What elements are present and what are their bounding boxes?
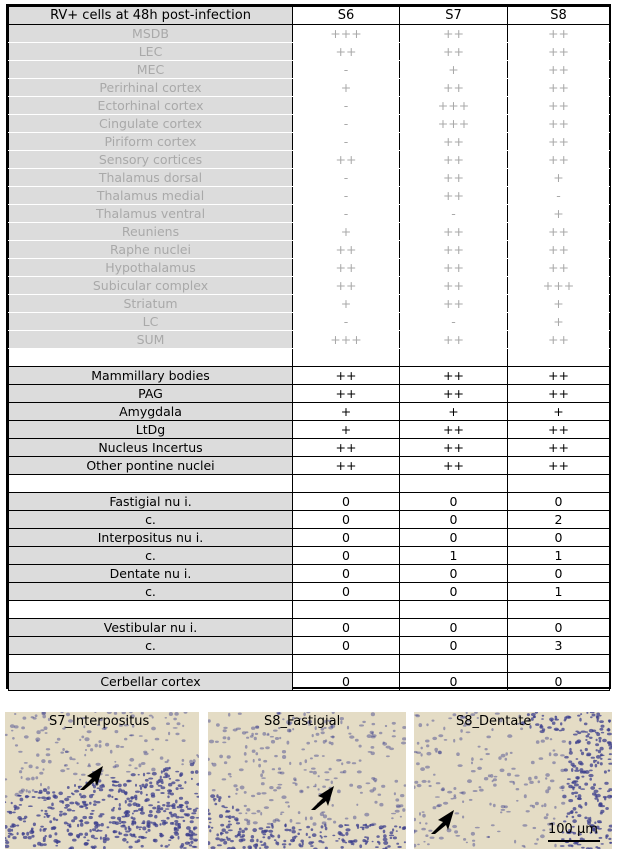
arrow-icon [77,764,105,792]
cell-value: ++ [400,133,508,151]
cell-value: 0 [400,529,508,547]
cell-value [508,475,610,493]
cell-value: ++ [400,151,508,169]
cell-value: 1 [508,547,610,565]
cell-value [400,475,508,493]
table-row [9,115,610,133]
row-label: Hypothalamus [9,259,293,277]
row-label: c. [9,583,293,601]
row-label [9,475,293,493]
row-label: c. [9,511,293,529]
cell-value [508,655,610,673]
cell-value: S7 [400,7,508,25]
row-label: Subicular complex [9,277,293,295]
cell-value [293,475,400,493]
table-row [9,331,610,349]
cell-value: 0 [293,565,400,583]
cell-value: 0 [508,529,610,547]
row-label: Ectorhinal cortex [9,97,293,115]
blank-row [9,601,610,619]
table-row [9,457,610,475]
cell-value: ++ [508,385,610,403]
cell-value [508,349,610,367]
panel-s8-dentate [414,712,612,849]
table-row [9,169,610,187]
table-header-row [9,7,610,25]
cell-value: ++ [400,439,508,457]
cell-value: 2 [508,511,610,529]
row-label: c. [9,547,293,565]
row-label: LEC [9,43,293,61]
cell-value: ++ [400,241,508,259]
cell-value: 0 [293,511,400,529]
cell-value: + [508,295,610,313]
cell-value: 0 [508,493,610,511]
arrow-icon [308,784,336,812]
scale-bar [548,840,600,842]
row-label: Raphe nuclei [9,241,293,259]
row-label: Nucleus Incertus [9,439,293,457]
row-label: Vestibular nu i. [9,619,293,637]
row-label: RV+ cells at 48h post-infection [9,7,293,25]
cell-value: ++ [400,223,508,241]
cell-value: +++ [293,25,400,43]
cell-value: ++ [508,97,610,115]
cell-value [293,349,400,367]
cell-value: 0 [400,511,508,529]
panel-label: S8_Fastigial [264,714,341,729]
cell-value: ++ [400,187,508,205]
cell-value: S6 [293,7,400,25]
arrow-icon [428,808,456,836]
cell-value [400,655,508,673]
row-label: Dentate nu i. [9,565,293,583]
blank-row [9,475,610,493]
cell-value: 1 [508,583,610,601]
cell-value: ++ [293,151,400,169]
row-label: Amygdala [9,403,293,421]
row-label: Thalamus medial [9,187,293,205]
row-label: LtDg [9,421,293,439]
row-label: Thalamus ventral [9,205,293,223]
cell-value: ++ [400,259,508,277]
row-label [9,349,293,367]
row-label: Mammillary bodies [9,367,293,385]
cell-value: ++ [508,421,610,439]
table-row [9,313,610,331]
cell-value: ++ [293,439,400,457]
results-table [8,6,610,691]
cell-value: ++ [508,43,610,61]
row-label: Reuniens [9,223,293,241]
panel-label: S7_Interpositus [49,714,150,729]
cell-value: 0 [293,529,400,547]
table-row [9,583,610,601]
cell-value: ++ [508,151,610,169]
cell-value: ++ [400,331,508,349]
cell-value: 0 [508,619,610,637]
cell-value: 0 [293,673,400,691]
row-label: Perirhinal cortex [9,79,293,97]
cell-value: + [293,79,400,97]
cell-value: 0 [400,493,508,511]
cell-value: ++ [508,79,610,97]
blank-row [9,349,610,367]
row-label: PAG [9,385,293,403]
row-label: MEC [9,61,293,79]
cell-value: ++ [293,277,400,295]
row-label: Thalamus dorsal [9,169,293,187]
panel-s8-fastigial [208,712,406,849]
cell-value: ++ [400,295,508,313]
results-table-frame [6,4,611,689]
cell-value: ++ [508,61,610,79]
row-label: Interpositus nu i. [9,529,293,547]
cell-value: - [293,187,400,205]
table-row [9,295,610,313]
cell-value: ++ [400,43,508,61]
cell-value: ++ [400,169,508,187]
cell-value: ++ [508,331,610,349]
cell-value [400,349,508,367]
row-label: Piriform cortex [9,133,293,151]
row-label: SUM [9,331,293,349]
cell-value: - [293,205,400,223]
cell-value: ++ [293,385,400,403]
table-row [9,43,610,61]
table-row [9,223,610,241]
cell-value: 0 [293,493,400,511]
cell-value: 0 [400,673,508,691]
cell-value: - [293,115,400,133]
cell-value: +++ [400,97,508,115]
histology-image [208,712,406,849]
table-row [9,25,610,43]
cell-value: + [293,223,400,241]
cell-value: ++ [508,367,610,385]
cell-value: - [293,61,400,79]
table-row [9,673,610,691]
row-label: Other pontine nuclei [9,457,293,475]
cell-value: ++ [293,43,400,61]
cell-value: 0 [508,565,610,583]
cell-value [508,601,610,619]
cell-value: - [400,205,508,223]
table-row [9,529,610,547]
cell-value: +++ [293,331,400,349]
table-row [9,97,610,115]
cell-value: ++ [400,421,508,439]
table-row [9,79,610,97]
cell-value: ++ [400,25,508,43]
cell-value: +++ [508,277,610,295]
cell-value: ++ [508,133,610,151]
cell-value: + [508,169,610,187]
cell-value: + [400,403,508,421]
cell-value: - [293,169,400,187]
row-label [9,601,293,619]
cell-value: 1 [400,547,508,565]
table-row [9,187,610,205]
table-row [9,439,610,457]
histology-panels [0,712,617,851]
cell-value: - [400,313,508,331]
table-row [9,259,610,277]
table-row [9,367,610,385]
cell-value: - [508,187,610,205]
cell-value: - [293,97,400,115]
cell-value: 0 [293,547,400,565]
cell-value: 3 [508,637,610,655]
row-label: Cingulate cortex [9,115,293,133]
cell-value [293,601,400,619]
cell-value [293,655,400,673]
table-row [9,637,610,655]
cell-value: 0 [400,637,508,655]
cell-value: ++ [508,115,610,133]
row-label [9,655,293,673]
cell-value: ++ [508,439,610,457]
table-row [9,151,610,169]
cell-value: ++ [508,259,610,277]
row-label: MSDB [9,25,293,43]
scale-bar-label: 100 μm [548,822,598,837]
table-row [9,619,610,637]
panel-s7-interpositus [5,712,199,849]
cell-value: ++ [293,457,400,475]
table-row [9,565,610,583]
cell-value [400,601,508,619]
table-row [9,403,610,421]
cell-value: + [293,403,400,421]
cell-value: ++ [508,457,610,475]
cell-value: +++ [400,115,508,133]
cell-value: ++ [508,241,610,259]
cell-value: 0 [400,583,508,601]
table-row [9,385,610,403]
row-label: Sensory cortices [9,151,293,169]
cell-value: ++ [400,79,508,97]
row-label: Cerbellar cortex [9,673,293,691]
cell-value: + [293,421,400,439]
cell-value: + [508,205,610,223]
cell-value: 0 [400,565,508,583]
cell-value: + [508,403,610,421]
cell-value: 0 [508,673,610,691]
row-label: LC [9,313,293,331]
table-row [9,493,610,511]
cell-value: ++ [293,259,400,277]
table-row [9,241,610,259]
cell-value: + [400,61,508,79]
table-row [9,547,610,565]
row-label: c. [9,637,293,655]
table-row [9,277,610,295]
table-row [9,205,610,223]
cell-value: + [293,295,400,313]
cell-value: 0 [293,583,400,601]
cell-value: ++ [508,223,610,241]
cell-value: S8 [508,7,610,25]
cell-value: 0 [293,619,400,637]
cell-value: ++ [400,457,508,475]
table-row [9,61,610,79]
cell-value: - [293,133,400,151]
cell-value: ++ [293,367,400,385]
table-row [9,421,610,439]
panel-label: S8_Dentate [456,714,532,729]
cell-value: + [508,313,610,331]
cell-value: 0 [293,637,400,655]
table-row [9,133,610,151]
cell-value: - [293,313,400,331]
cell-value: ++ [400,385,508,403]
row-label: Striatum [9,295,293,313]
cell-value: ++ [400,277,508,295]
cell-value: ++ [400,367,508,385]
blank-row [9,655,610,673]
cell-value: 0 [400,619,508,637]
row-label: Fastigial nu i. [9,493,293,511]
table-row [9,511,610,529]
cell-value: ++ [293,241,400,259]
cell-value: ++ [508,25,610,43]
